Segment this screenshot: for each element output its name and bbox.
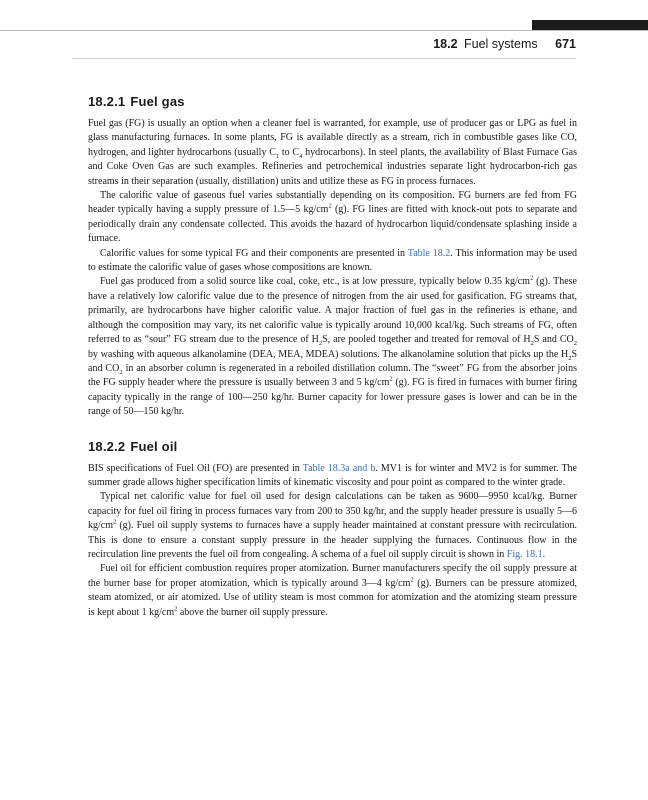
fuel-oil-paragraph-2: Typical net calorific value for fuel oil used for design calculations can be taken as 9600—9950 kcal/kg. Burner capacity for fuel oil firing in process furnaces vary from 200 to 350 kg/hr, and the supply header pressure is usually 5—6 $kg/cm^2$ (g). Fuel oil supply systems to furnaces have a supply header maintained at constant pressure with recirculation. This is done to ensure a constant supply pressure in the header supplying the furnaces. Continuous flow in the recirculation line prevents the fuel oil from congealing. A schema of a fuel oil supply circuit is shown in Fig. 18.1. [88, 491, 577, 560]
header-rule [0, 30, 648, 31]
table-18-3-link[interactable]: Table 18.3a and b [302, 462, 376, 474]
section-number: 18.2.1 [88, 94, 126, 109]
section-title: Fuel oil [130, 438, 178, 454]
fuel-gas-paragraph-4: Fuel gas produced from a solid source like coal, coke, etc., is at low pressure, typically below 0.35 $kg/cm^2$ (g). These have a relatively low calorific value due to the presence of nitrogen from the air used for gasification. FG streams that, primarily, are hydrocarbons have higher calorific value. A major fraction of fuel gas in the refineries is ethane, and although the composition may vary, its net calorific value is typically around 10,000 kcal/kg. Such streams of FG, often referred to as “sour” FG stream due to the presence of $H_2S$, are pooled together and treated for removal of $H_2S$ and $CO_2$ by washing with aqueous alkanolamine (DEA, MEA, MDEA) solutions. The alkanolamine solution that picks up the $H_2S$ and $CO_2$ in an absorber column is regenerated in a reboiled distillation column. The “sweet” FG from the absorber joins the FG supply header where the pressure is usually between 3 and 5 $kg/cm^2$ (g). FG is fired in furnaces with burner firing capacity typically in the range of 100—250 kg/hr. Burner capacity for lower pressure gases is lower and can be in the range of 50—150 kg/hr. [88, 275, 577, 418]
section-title: Fuel gas [130, 94, 185, 109]
fuel-oil-paragraph-1: BIS specifications of Fuel Oil (FO) are presented in Table 18.3a and b. MV1 is for winter and MV2 is for summer. The summer grade allows higher specification limits of kinematic viscosity and pour point as compared to the winter grade. [88, 462, 577, 488]
page-body [88, 94, 577, 620]
header-tab-bar [532, 20, 648, 30]
fuel-oil-paragraph-3: Fuel oil for efficient combustion requires proper atomization. Burner manufacturers specify the oil supply pressure at the burner base for proper atomization, which is typically around 3—4 $kg/cm^2$ (g). Burners can be pressure atomized, steam atomized, or air atomized. Use of utility steam is most common for atomization and the atomizing steam pressure is kept about 1 $kg/cm^2$ above the burner oil supply pressure. [88, 563, 577, 618]
table-18-2-link[interactable]: Table 18.2 [407, 247, 451, 259]
section-heading-fuel-gas [88, 94, 577, 109]
running-head-section-number: 18.2 [433, 37, 458, 51]
running-head-underline [72, 58, 576, 59]
page-number: 671 [555, 37, 576, 51]
fuel-gas-paragraph-1: Fuel gas (FG) is usually an option when a cleaner fuel is warranted, for example, use of producer gas or LPG as fuel in glass manufacturing furnaces. In some plants, FG is available directly as a stream, rich in combustible gases like CO, hydrogen, and lighter hydrocarbons (usually $C_1$ to $C_4$ hydrocarbons). In steel plants, the availability of Blast Furnace Gas and Coke Oven Gas are such examples. Refineries and petrochemical industries separate light hydrocarbon-rich gas streams in their separation (usually, distillation) units and utilize these as FG in process furnaces. [88, 118, 577, 187]
fig-18-1-link[interactable]: Fig. 18.1 [506, 548, 543, 560]
running-head-section-title: Fuel systems [464, 37, 538, 51]
section-heading-fuel-oil [88, 439, 577, 454]
fuel-gas-paragraph-3: Calorific values for some typical FG and their components are presented in Table 18.2. This information may be used to estimate the calorific value of gases whose compositions are known. [88, 247, 578, 274]
section-number: 18.2.2 [88, 438, 126, 454]
running-head [433, 37, 576, 51]
fuel-gas-paragraph-2: The calorific value of gaseous fuel varies substantially depending on its composition. FG burners are fed from FG header typically having a supply pressure of 1.5—5 $kg/cm^2$ (g). FG lines are fitted with knock-out pots to separate and periodically drain any condensate collected. This avoids the hazard of hydrocarbon liquid/condensate splashing inside a furnace. [88, 190, 577, 245]
